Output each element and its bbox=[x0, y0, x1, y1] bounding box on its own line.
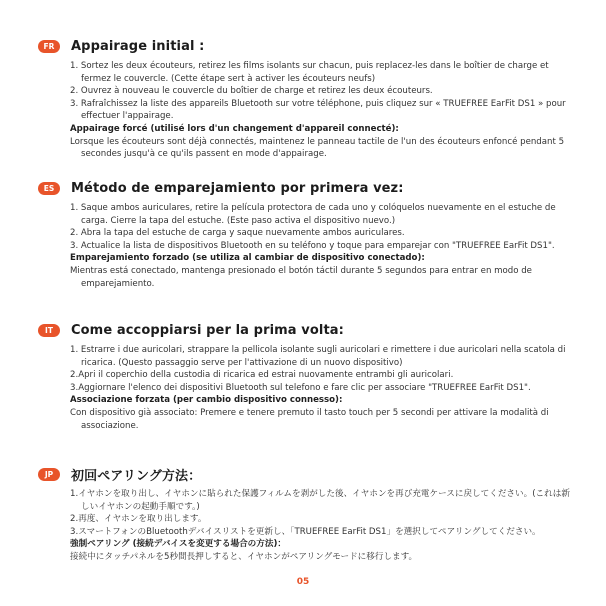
forced-pairing-title: Associazione forzata (per cambio dispositivo connesso): bbox=[70, 395, 343, 406]
step-1: 1. Saque ambos auriculares, retire la película protectora de cada uno y colóquelos nuevamente en el estuche de carga. Cierre la tapa del estuche. (Este paso activa el dispositivo nuevo.) bbox=[70, 203, 556, 226]
step-3: 3.スマートフォンのBluetoothデバイスリストを更新し、「TRUEFREE EarFit DS1」を選択してペアリングしてください。 bbox=[70, 526, 541, 537]
step-2: 2. Ouvrez à nouveau le couvercle du boîtier de charge et retirez les deux écouteurs. bbox=[70, 86, 433, 97]
section-title: Método de emparejamiento por primera vez: bbox=[71, 180, 404, 196]
section-es bbox=[38, 180, 578, 290]
step-3: 3. Rafraîchissez la liste des appareils Bluetooth sur votre téléphone, puis cliquez sur « TRUEFREE EarFit DS1 » pour effectuer l'appairage. bbox=[70, 98, 566, 122]
section-body bbox=[70, 488, 578, 564]
language-badge-jp: JP bbox=[38, 468, 60, 481]
forced-pairing-text: Con dispositivo già associato: Premere e tenere premuto il tasto touch per 5 secondi per attivare la modalità di associazione. bbox=[70, 407, 549, 431]
page-number: 05 bbox=[296, 577, 310, 587]
section-title: 初回ペアリング方法： bbox=[71, 468, 202, 484]
step-3: 3. Actualice la lista de dispositivos Bluetooth en su teléfono y toque para emparejar con "TRUEFREE EarFit DS1". bbox=[70, 240, 555, 251]
step-1: 1. Sortez les deux écouteurs, retirez les films isolants sur chacun, puis replacez-les dans le boîtier de charge et fermez le couvercle. (Cette étape sert à activer les écouteurs neufs) bbox=[70, 61, 549, 84]
step-2: 2.再度、イヤホンを取り出します。 bbox=[70, 514, 207, 525]
forced-pairing-text: 接続中にタッチパネルを5秒間長押しすると、イヤホンがペアリングモードに移行します。 bbox=[70, 551, 418, 562]
step-3: 3.Aggiornare l'elenco dei dispositivi Bluetooth sul telefono e fare clic per associare "TRUEFREE EarFit DS1". bbox=[70, 382, 531, 393]
step-1: 1. Estrarre i due auricolari, strappare la pellicola isolante sugli auricolari e rimettere i due auricolari nella scatola di ricarica. (Questo passaggio serve per l'attivazione di un nuovo dispositivo) bbox=[70, 345, 566, 368]
forced-pairing-title: 強制ペアリング (接続デバイスを変更する場合の方法)： bbox=[70, 539, 286, 550]
section-header bbox=[38, 180, 578, 196]
step-2: 2. Abra la tapa del estuche de carga y saque nuevamente ambos auriculares. bbox=[70, 228, 405, 239]
forced-pairing-text: Lorsque les écouteurs sont déjà connectés, maintenez le panneau tactile de l'un des écouteurs enfoncé pendant 5 secondes jusqu'à ce qu'ils passent en mode d'appairage. bbox=[70, 136, 565, 160]
section-body bbox=[70, 202, 578, 290]
section-header bbox=[38, 38, 578, 54]
step-2: 2.Apri il coperchio della custodia di ricarica ed estrai nuovamente entrambi gli auricolari. bbox=[70, 370, 454, 381]
section-it bbox=[38, 322, 578, 432]
language-badge-es: ES bbox=[38, 182, 60, 195]
section-title: Come accoppiarsi per la prima volta: bbox=[71, 322, 344, 338]
language-badge-it: IT bbox=[38, 324, 60, 337]
section-title: Appairage initial : bbox=[71, 38, 205, 54]
forced-pairing-title: Appairage forcé (utilisé lors d'un changement d'appareil connecté): bbox=[70, 123, 399, 134]
forced-pairing-title: Emparejamiento forzado (se utiliza al cambiar de dispositivo conectado): bbox=[70, 253, 425, 264]
section-body bbox=[70, 60, 578, 161]
section-header bbox=[38, 466, 578, 482]
section-fr bbox=[38, 38, 578, 161]
forced-pairing-text: Mientras está conectado, mantenga presionado el botón táctil durante 5 segundos para entrar en modo de emparejamiento. bbox=[70, 265, 532, 289]
language-badge-fr: FR bbox=[38, 40, 60, 53]
section-body bbox=[70, 344, 578, 432]
section-header bbox=[38, 322, 578, 338]
step-1: 1.イヤホンを取り出し、イヤホンに貼られた保護フィルムを剥がした後、イヤホンを再び充電ケースに戻してください。(これは新しいイヤホンの起動手順です。) bbox=[70, 489, 570, 512]
section-jp bbox=[38, 466, 578, 564]
